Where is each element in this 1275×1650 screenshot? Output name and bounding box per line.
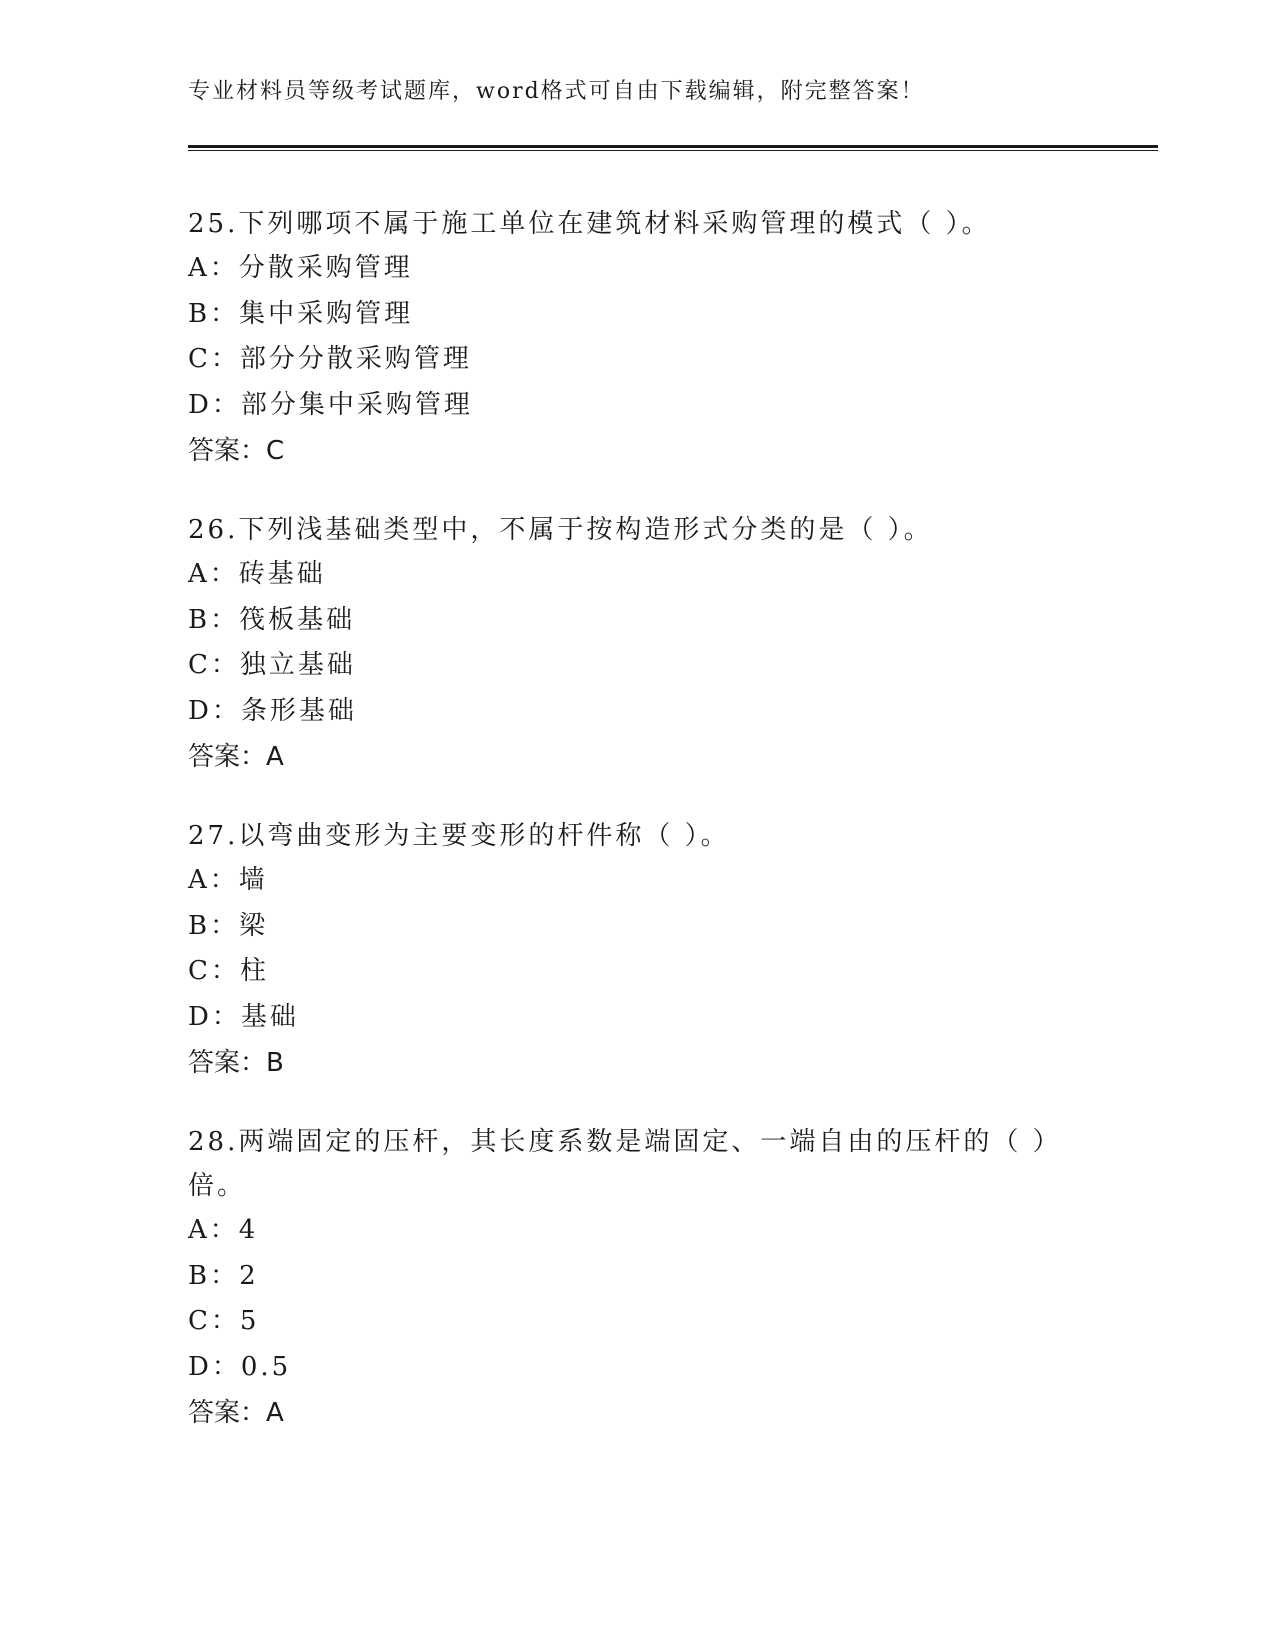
option-d: D：部分集中采购管理	[188, 389, 473, 420]
question-28	[188, 1120, 1088, 1436]
option-d: D：0.5	[188, 1351, 292, 1382]
option-b: B：筏板基础	[188, 604, 356, 635]
option-a: A：墙	[188, 865, 268, 895]
answer: 答案：A	[188, 742, 284, 772]
option-b: B：2	[188, 1260, 259, 1291]
question-26	[188, 508, 1088, 780]
question-list	[188, 202, 1088, 1470]
option-d: D：基础	[188, 1001, 299, 1032]
option-a: A：砖基础	[188, 559, 326, 589]
page-header: 专业材料员等级考试题库，word格式可自由下载编辑，附完整答案！	[188, 79, 925, 104]
option-c: C：柱	[188, 956, 269, 986]
header-rule-thin	[188, 150, 1158, 151]
question-text: 26.下列浅基础类型中，不属于按构造形式分类的是（ ）。	[188, 515, 933, 545]
answer: 答案：B	[188, 1048, 284, 1078]
answer: 答案：A	[188, 1398, 284, 1428]
question-text: 28.两端固定的压杆，其长度系数是端固定、一端自由的压杆的（ ）倍。	[188, 1127, 1062, 1201]
option-a: A：分散采购管理	[188, 253, 413, 283]
option-c: C：部分分散采购管理	[188, 344, 472, 374]
option-b: B：集中采购管理	[188, 298, 414, 329]
question-25	[188, 202, 1088, 474]
option-c: C：5	[188, 1306, 260, 1336]
question-27	[188, 814, 1088, 1086]
answer: 答案：C	[188, 436, 285, 466]
option-a: A：4	[188, 1215, 259, 1245]
option-d: D：条形基础	[188, 695, 357, 726]
question-text: 25.下列哪项不属于施工单位在建筑材料采购管理的模式（ ）。	[188, 209, 991, 239]
header-rule-thick	[188, 145, 1158, 148]
option-c: C：独立基础	[188, 650, 356, 680]
question-text: 27.以弯曲变形为主要变形的杆件称（ ）。	[188, 821, 730, 851]
option-b: B：梁	[188, 910, 269, 941]
